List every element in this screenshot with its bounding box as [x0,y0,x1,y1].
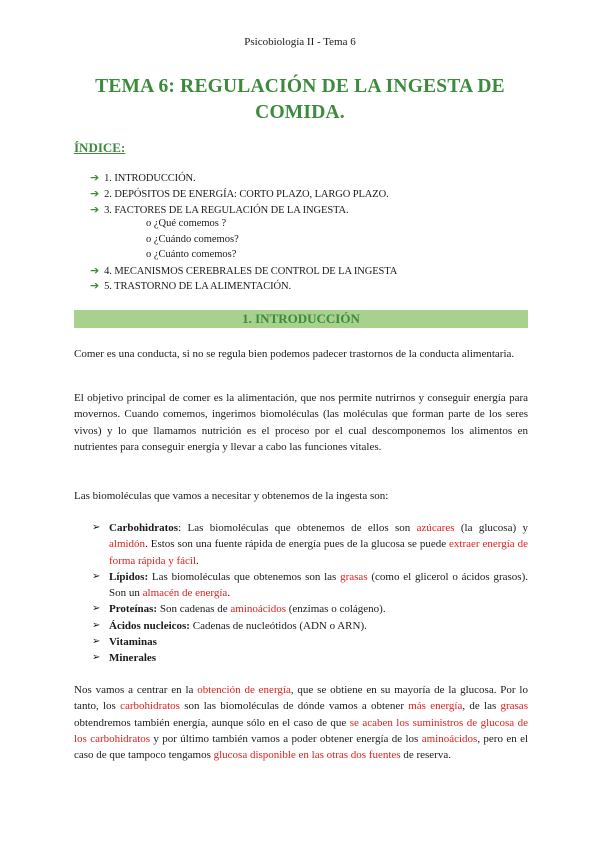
arrow-icon: ➔ [90,203,100,216]
title-line-1: TEMA 6: REGULACIÓN DE LA INGESTA DE [95,76,505,97]
list-item: ➢ Proteínas: Son cadenas de aminoácidos (enzimas o colágeno). [92,601,528,617]
paragraph-3: Las biomoléculas que vamos a necesitar y obtenemos de la ingesta son: [74,490,389,502]
toc-item: ➔ 4. MECANISMOS CEREBRALES DE CONTROL DE LA INGESTA [90,264,398,277]
index-heading: ÍNDICE: [74,140,126,155]
toc-subitem: o ¿Cuándo comemos? [146,234,239,245]
toc-item: ➔ 1. INTRODUCCIÓN. [90,171,196,184]
arrow-icon: ➔ [90,171,100,184]
list-item: ➢ Ácidos nucleicos: Cadenas de nucleótidos (ADN o ARN). [92,618,528,634]
paragraph-1: Comer es una conducta, si no se regula bien podemos padecer trastornos de la conducta alimentaria. [74,348,515,360]
bullet-arrow-icon: ➢ [92,603,101,615]
bullet-arrow-icon: ➢ [92,570,101,582]
bullet-arrow-icon: ➢ [92,619,101,631]
bullet-arrow-icon: ➢ [92,522,101,533]
page-title [60,74,540,126]
toc-item: ➔ 3. FACTORES DE LA REGULACIÓN DE LA INGESTA. [90,203,349,216]
toc-item: ➔ 2. DEPÓSITOS DE ENERGÍA: CORTO PLAZO, LARGO PLAZO. [90,187,389,200]
bullet-arrow-icon: ➢ [92,652,101,664]
title-line-2: COMIDA. [255,102,345,123]
arrow-icon: ➔ [90,279,100,292]
list-item: ➢ Minerales [92,650,528,666]
biomolecule-list [92,520,528,667]
bullet-arrow-icon: ➢ [92,636,101,648]
paragraph-2: El objetivo principal de comer es la alimentación, que nos permite nutrirnos y conseguir energía para movernos. Cuando comemos, ingerimos biomoléculas (las moléculas que forman parte de los seres vivos) y lo que llamamos nutrición es el proceso por el cual descomponemos los alimentos en nutrientes para conseguir energía y llevar a cabo las funciones vitales. [74,392,528,453]
page-header: Psicobiología II - Tema 6 [244,36,356,48]
arrow-icon: ➔ [90,187,100,200]
list-item: ➢ Vitaminas [92,634,528,650]
list-item: ➢ Lípidos: Las biomoléculas que obtenemos son las grasas (como el glicerol o ácidos grasos). Son un almacén de energía. [92,570,528,600]
section-heading-introduccion: 1. INTRODUCCIÓN [74,310,528,328]
list-item: ➢ Carbohidratos: Las biomoléculas que obtenemos de ellos son azúcares (la glucosa) y almidón. Estos son una fuente rápida de energía pues de la glucosa se puede extraer energía de forma rápida y fácil. [92,522,528,567]
toc-subitem: o ¿Qué comemos ? [146,218,227,229]
toc-subitem: o ¿Cuánto comemos? [146,249,237,260]
arrow-icon: ➔ [90,264,100,277]
paragraph-4: Nos vamos a centrar en la obtención de energía, que se obtiene en su mayoría de la glucosa. Por lo tanto, los carbohidratos son las biomoléculas de dónde vamos a obtener más energía, de las grasas obtendremos también energía, aunque sólo en el caso de que se acaben los suministros de glucosa de los carbohidratos y por último también vamos a poder obtener energía de los aminoácidos, pero en el caso de que tampoco tengamos glucosa disponible en las otras dos fuentes de reserva. [74,684,529,762]
toc-item: ➔ 5. TRASTORNO DE LA ALIMENTACIÓN. [90,279,292,292]
